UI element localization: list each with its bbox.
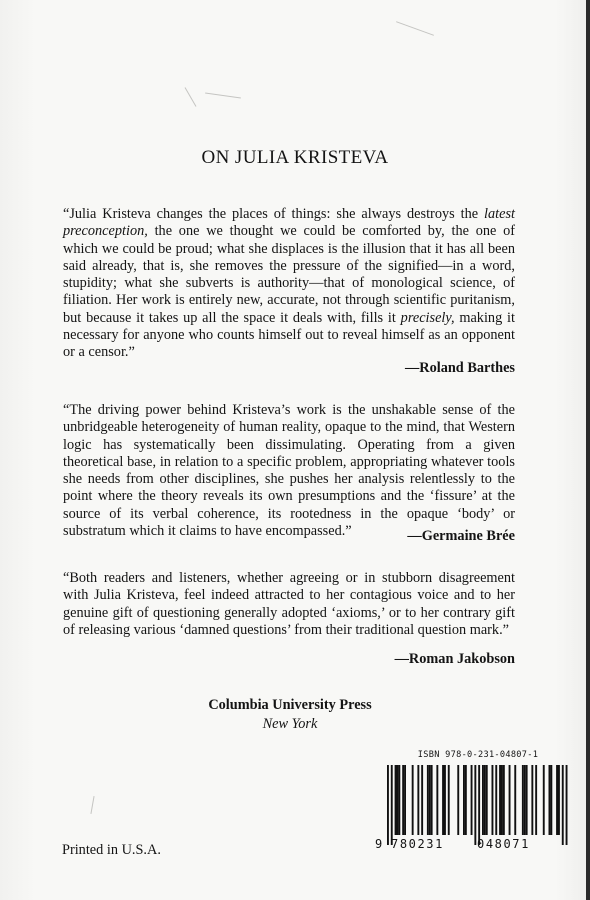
barcode-bar	[471, 765, 473, 835]
barcode-bar	[402, 765, 404, 835]
barcode-first-digit: 9	[375, 837, 383, 851]
quote-author: —Roman Jakobson	[394, 651, 515, 667]
barcode-bar	[398, 765, 400, 835]
barcode-bar	[509, 765, 511, 835]
barcode-bar	[421, 765, 423, 835]
quote-jakobson: “Both readers and listeners, whether agreeing or in stubborn disagreement with Julia Kristeva, feel indeed attracted to her contagious voice and to her genuine gift of questioning generally adopted ‘axioms,’ or to her contrary gift of releasing various ‘damned questions’ from their traditional question mark.”	[63, 570, 515, 638]
quote-author: —Roland Barthes	[404, 360, 515, 376]
barcode-bar	[436, 765, 438, 835]
barcode-bar	[486, 765, 488, 835]
barcode-bar	[501, 765, 503, 835]
barcode-bar	[397, 765, 399, 835]
barcode-bar	[463, 765, 465, 835]
quote-text: the one we thought we could be comforted by, the one of which we could be proud; what she displaces is the illusion that it has all been said already, that is, she removes the pressure of the signified—in a word, stupidity; what she subverts is authority—that of monological science, of filiation. Her work is entirely new, accurate, not through scientific puritanism, but because it takes up all the space it deals with, fills it	[63, 223, 515, 326]
barcode-bar	[531, 765, 533, 835]
cover-scratch	[205, 92, 241, 98]
barcode-bar	[503, 765, 505, 835]
barcode-bar	[535, 765, 537, 835]
barcode-bar	[448, 765, 450, 835]
publisher-place: New York	[262, 716, 318, 732]
barcode-bar	[492, 765, 494, 835]
quote-barthes	[63, 206, 515, 362]
barcode-bar	[566, 765, 568, 845]
quote-emphasis: precisely,	[400, 309, 455, 326]
barcode-bar	[442, 765, 444, 835]
barcode-bar	[457, 765, 459, 835]
barcode-bar	[482, 765, 484, 835]
barcode-bar	[391, 765, 393, 845]
barcode-bar	[444, 765, 446, 835]
barcode-bar	[562, 765, 564, 845]
barcode-bars	[375, 765, 570, 845]
barcode-bar	[387, 765, 389, 845]
cover-scratch	[185, 87, 197, 107]
quote-text: making it necessary for anyone who counts himself out to reveal himself as an opponent or a censor.”	[63, 309, 515, 361]
barcode-bar	[395, 765, 397, 835]
barcode-bar	[550, 765, 552, 835]
barcode-bar	[484, 765, 486, 835]
quote-text: “Julia Kristeva changes the places of things: she always destroys the	[63, 206, 485, 222]
barcode-bar	[465, 765, 467, 835]
quote-bree: “The driving power behind Kristeva’s work is the unshakable sense of the unbridgeable heterogeneity of human reality, opaque to the mind, that Western logic has systematically been dissimulating. Operating from a given theoretical base, in relation to a specific problem, appropriating whatever tools she needs from other disciplines, she pushes her analysis relentlessly to the point where the theory reveals its own presumptions and the ‘fissure’ at the source of its verbal coherence, its rootedness in the opaque ‘body’ or substratum which it claims to have encompassed.”	[63, 402, 515, 540]
barcode-bar	[478, 765, 480, 845]
page-title: ON JULIA KRISTEVA	[201, 147, 389, 168]
quote-emphasis: latest preconception,	[63, 206, 515, 240]
barcode-bar	[558, 765, 560, 835]
barcode-right-group: 048071	[477, 837, 530, 851]
barcode-bar	[417, 765, 419, 835]
barcode-bar	[526, 765, 528, 835]
barcode-bar	[431, 765, 433, 835]
barcode-left-group: 780231	[391, 837, 444, 851]
barcode-bar	[543, 765, 545, 835]
barcode-bar	[556, 765, 558, 835]
barcode-bar	[522, 765, 524, 835]
printed-in: Printed in U.S.A.	[62, 842, 161, 858]
barcode-bar	[412, 765, 414, 835]
barcode-bar	[495, 765, 497, 835]
barcode-bar	[404, 765, 406, 835]
cover-scratch	[90, 796, 94, 814]
barcode-bar	[474, 765, 476, 845]
barcode-bar	[429, 765, 431, 835]
isbn-label: ISBN 978-0-231-04807-1	[417, 750, 539, 760]
cover-scratch	[396, 21, 434, 36]
barcode-bar	[549, 765, 551, 835]
quote-author: —Germaine Brée	[407, 528, 515, 544]
cover-edge	[586, 0, 590, 900]
barcode-bar	[524, 765, 526, 835]
barcode-bar	[427, 765, 429, 835]
barcode-bar	[514, 765, 516, 835]
barcode-bar	[499, 765, 501, 835]
publisher-name: Columbia University Press	[208, 697, 372, 713]
